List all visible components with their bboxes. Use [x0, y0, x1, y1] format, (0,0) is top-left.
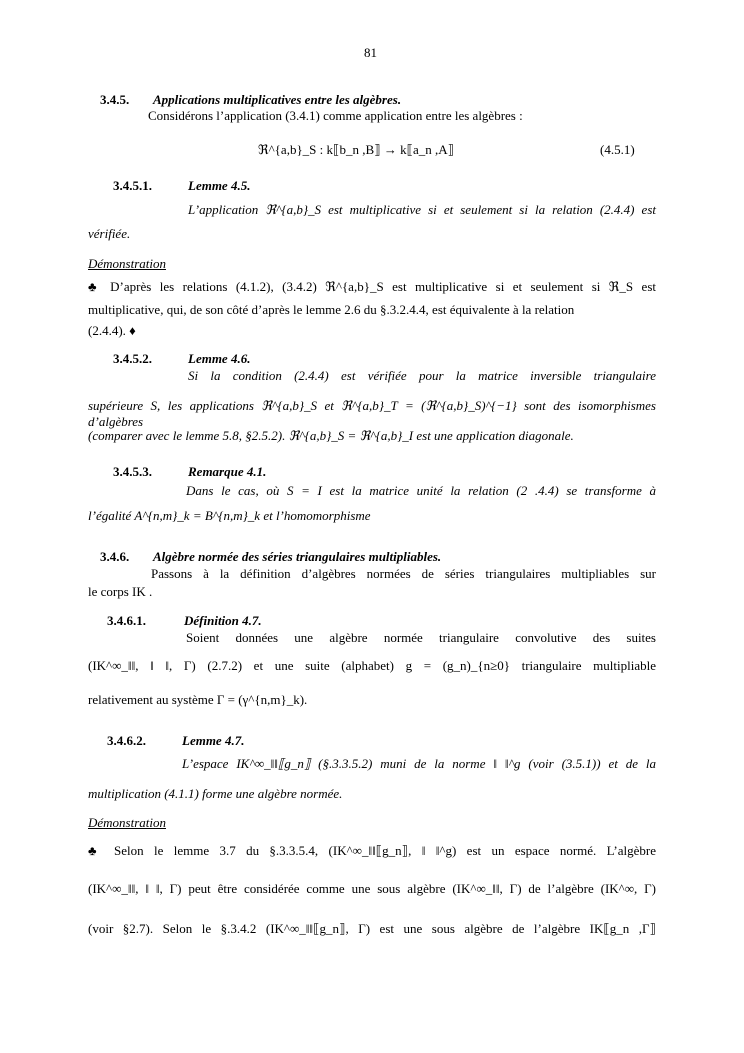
section-title: Algèbre normée des séries triangulaires multipliables.: [153, 549, 442, 564]
remark-title: Remarque 4.1.: [188, 464, 267, 479]
lemma-text-line: vérifiée.: [88, 226, 131, 241]
section-title: Applications multiplicatives entre les algèbres.: [153, 92, 402, 107]
equation-label: (4.5.1): [600, 142, 635, 157]
lemma-text-line: (comparer avec le lemme 5.8, §2.5.2). ℜ^{a,b}_S = ℜ^{a,b}_I est une application diagonale.: [88, 428, 574, 443]
definition-title: Définition 4.7.: [184, 613, 262, 628]
lemma-number: 3.4.5.2.: [113, 351, 152, 366]
demonstration-line: ♣ D’après les relations (4.1.2), (3.4.2) ℜ^{a,b}_S est multiplicative si et seulement si ℜ_S est: [88, 279, 656, 294]
definition-text-line: Soient données une algèbre normée triangulaire convolutive des suites: [186, 630, 656, 645]
lemma-number: 3.4.6.2.: [107, 733, 146, 748]
demonstration-heading: Démonstration: [88, 256, 166, 271]
section-number: 3.4.6.: [100, 549, 130, 564]
remark-text-line: l’égalité A^{n,m}_k = B^{n,m}_k et l’homomorphisme: [88, 508, 371, 523]
lemma-text-line: L’espace IK^∞_‖‖⟦g_n⟧ (§.3.3.5.2) muni de la norme ‖ ‖^g (voir (3.5.1)) et de la: [182, 756, 656, 771]
lemma-text-line: supérieure S, les applications ℜ^{a,b}_S et ℜ^{a,b}_T = (ℜ^{a,b}_S)^{−1} sont des isomorphismes d’algèbres: [88, 398, 656, 430]
remark-number: 3.4.5.3.: [113, 464, 152, 479]
section-text-line: Passons à la définition d’algèbres normées de séries triangulaires multipliables sur: [151, 566, 656, 581]
lemma-title: Lemme 4.6.: [188, 351, 251, 366]
demonstration-heading: Démonstration: [88, 815, 166, 830]
demonstration-line: (IK^∞_‖‖, ‖ ‖, Γ) peut être considérée comme une sous algèbre (IK^∞_‖‖, Γ) de l’algèbre (IK^∞, Γ): [88, 881, 656, 896]
lemma-title: Lemme 4.7.: [182, 733, 245, 748]
definition-text-line: relativement au système Γ = (γ^{n,m}_k).: [88, 692, 308, 707]
lemma-text-line: L’application ℜ^{a,b}_S est multiplicative si et seulement si la relation (2.4.4) est: [188, 202, 656, 217]
section-text-line: le corps IK .: [88, 584, 153, 599]
definition-text-line: (IK^∞_‖‖, ‖ ‖, Γ) (2.7.2) et une suite (alphabet) g = (g_n)_{n≥0} triangulaire multipliable: [88, 658, 656, 673]
lemma-number: 3.4.5.1.: [113, 178, 152, 193]
lemma-text-line: Si la condition (2.4.4) est vérifiée pour la matrice inversible triangulaire: [188, 368, 656, 383]
formula-4-5-1: ℜ^{a,b}_S : k⟦b_n ,B⟧ → k⟦a_n ,A⟧: [258, 142, 455, 157]
section-number: 3.4.5.: [100, 92, 130, 107]
demonstration-line: (voir §2.7). Selon le §.3.4.2 (IK^∞_‖‖⟦g_n⟧, Γ) est une sous algèbre de l’algèbre IK⟦g_n ,Γ⟧: [88, 921, 656, 936]
lemma-text-line: multiplication (4.1.1) forme une algèbre normée.: [88, 786, 343, 801]
remark-text-line: Dans le cas, où S = I est la matrice unité la relation (2 .4.4) se transforme à: [186, 483, 656, 498]
demonstration-line: (2.4.4). ♦: [88, 323, 136, 338]
page-number: 81: [364, 45, 377, 60]
definition-number: 3.4.6.1.: [107, 613, 146, 628]
demonstration-line: ♣ Selon le lemme 3.7 du §.3.3.5.4, (IK^∞_‖‖⟦g_n⟧, ‖ ‖^g) est un espace normé. L’algèbre: [88, 843, 656, 858]
section-intro: Considérons l’application (3.4.1) comme application entre les algèbres :: [148, 108, 523, 123]
demonstration-line: multiplicative, qui, de son côté d’après le lemme 2.6 du §.3.2.4.4, est équivalente à la relation: [88, 302, 575, 317]
lemma-title: Lemme 4.5.: [188, 178, 251, 193]
